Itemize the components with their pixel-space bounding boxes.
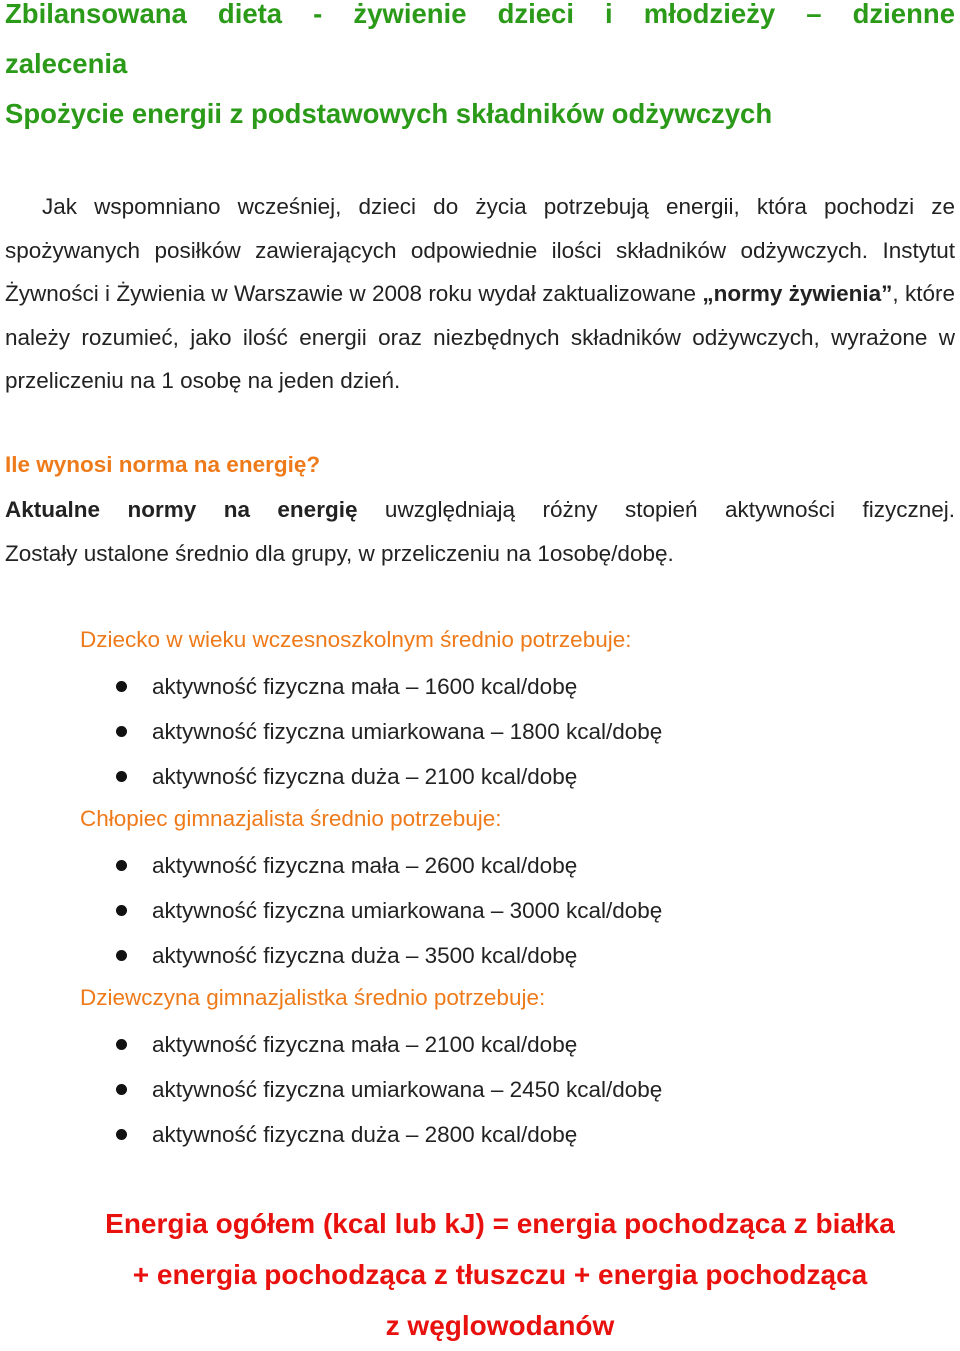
list-item-text: aktywność fizyczna mała – 2100 kcal/dobę	[152, 1032, 578, 1057]
bullet-icon	[116, 1084, 127, 1095]
list-item-text: aktywność fizyczna umiarkowana – 3000 kcal/dobę	[152, 898, 663, 923]
list-item-text: aktywność fizyczna duża – 2800 kcal/dobę	[152, 1122, 578, 1147]
group-heading-child: Dziecko w wieku wczesnoszkolnym średnio potrzebuje:	[80, 627, 632, 652]
list-item-text: aktywność fizyczna mała – 1600 kcal/dobę	[152, 674, 578, 699]
bullet-icon	[116, 1039, 127, 1050]
summary-line-2: + energia pochodząca z tłuszczu + energia pochodząca	[132, 1259, 868, 1290]
list-item-text: aktywność fizyczna umiarkowana – 2450 kcal/dobę	[152, 1077, 663, 1102]
list-item	[0, 1022, 662, 1067]
group-heading-girl: Dziewczyna gimnazjalistka średnio potrzebuje:	[80, 985, 546, 1010]
norms-paragraph	[5, 488, 955, 576]
section-subtitle: Spożycie energii z podstawowych składników odżywczych	[5, 98, 773, 129]
norms-text: uwzględniają różny stopień aktywności fizycznej.	[357, 497, 955, 522]
list-item	[0, 1067, 662, 1112]
question-heading: Ile wynosi norma na energię?	[5, 452, 321, 477]
bullet-icon	[116, 771, 127, 782]
group-list-boy	[0, 843, 662, 978]
list-item	[0, 1112, 662, 1157]
energy-summary	[0, 1198, 960, 1351]
list-item	[0, 664, 662, 709]
list-item	[0, 709, 662, 754]
bullet-icon	[116, 950, 127, 961]
page-title-continued: zalecenia	[5, 48, 128, 79]
bullet-icon	[116, 681, 127, 692]
list-item-text: aktywność fizyczna duża – 3500 kcal/dobę	[152, 943, 578, 968]
list-item	[0, 754, 662, 799]
norms-bold-term: Aktualne normy na energię	[5, 497, 358, 522]
bullet-icon	[116, 860, 127, 871]
list-item-text: aktywność fizyczna umiarkowana – 1800 kcal/dobę	[152, 719, 663, 744]
bullet-icon	[116, 1129, 127, 1140]
list-item	[0, 888, 662, 933]
intro-paragraph	[5, 185, 955, 403]
intro-bold-term: „normy żywienia”	[702, 281, 893, 306]
summary-line-3: z węglowodanów	[385, 1310, 615, 1341]
intro-text-end: , które należy rozumieć, jako ilość energii oraz niezbędnych składników odżywczych, wyrażone w przeliczeniu na 1 osobę na jeden dzień.	[5, 281, 955, 393]
summary-line-1: Energia ogółem (kcal lub kJ) = energia pochodząca z białka	[105, 1208, 895, 1239]
norms-line-1	[5, 488, 955, 532]
list-item	[0, 933, 662, 978]
list-item-text: aktywność fizyczna duża – 2100 kcal/dobę	[152, 764, 578, 789]
intro-text-start: Jak wspomniano wcześniej, dzieci do życia potrzebują energii, która pochodzi ze spożywanych posiłków zawierających odpowiednie ilości składników odżywczych. Instytut Żywności i Żywienia w Warszawie w 2008 roku wydał zaktualizowane	[5, 194, 955, 306]
group-heading-boy: Chłopiec gimnazjalista średnio potrzebuje:	[80, 806, 502, 831]
page-title: Zbilansowana dieta - żywienie dzieci i młodzieży – dzienne	[5, 0, 955, 29]
bullet-icon	[116, 905, 127, 916]
list-item-text: aktywność fizyczna mała – 2600 kcal/dobę	[152, 853, 578, 878]
group-list-child	[0, 664, 662, 799]
list-item	[0, 843, 662, 888]
norms-line-2: Zostały ustalone średnio dla grupy, w przeliczeniu na 1osobę/dobę.	[5, 541, 674, 566]
bullet-icon	[116, 726, 127, 737]
group-list-girl	[0, 1022, 662, 1157]
